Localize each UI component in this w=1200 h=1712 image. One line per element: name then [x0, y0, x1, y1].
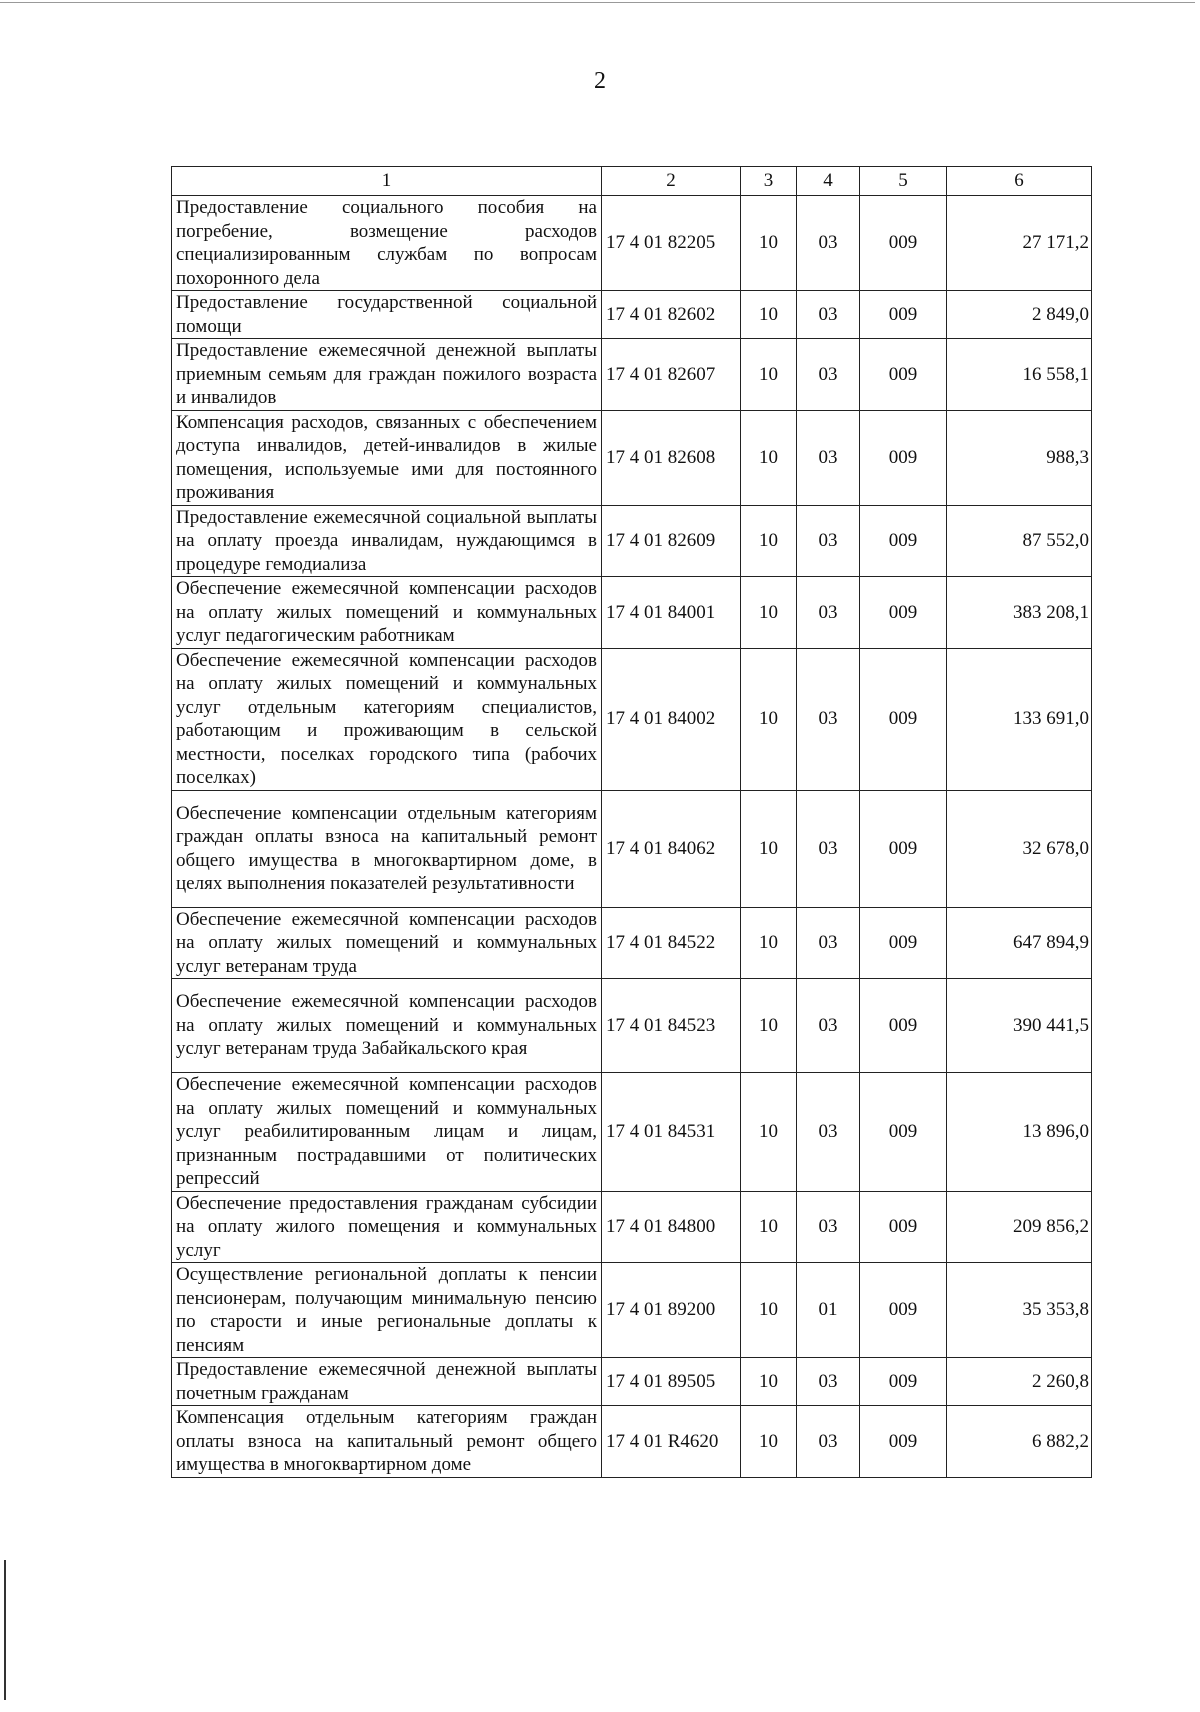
row-amount-cell: 27 171,2: [947, 196, 1092, 291]
row-subsection-cell: 03: [797, 291, 860, 339]
row-amount-cell: 647 894,9: [947, 907, 1092, 979]
table-row: [172, 648, 1092, 790]
row-name-cell: Предоставление ежемесячной денежной выплаты почетным гражданам: [172, 1358, 602, 1406]
table-row: [172, 1073, 1092, 1192]
row-subsection-cell: 01: [797, 1263, 860, 1358]
row-name-cell: Предоставление государственной социальной помощи: [172, 291, 602, 339]
row-group-cell: 009: [860, 1073, 947, 1192]
row-code-cell: 17 4 01 84522: [602, 907, 741, 979]
scan-margin-line-top: [0, 2, 1195, 3]
row-section-cell: 10: [741, 648, 797, 790]
row-amount-cell: 209 856,2: [947, 1191, 1092, 1263]
row-amount-cell: 13 896,0: [947, 1073, 1092, 1192]
row-amount-cell: 133 691,0: [947, 648, 1092, 790]
row-subsection-cell: 03: [797, 196, 860, 291]
page-number: 2: [594, 68, 606, 94]
row-group-cell: 009: [860, 907, 947, 979]
row-code-cell: 17 4 01 82602: [602, 291, 741, 339]
row-name-cell: Осуществление региональной доплаты к пенсии пенсионерам, получающим минимальную пенсию по старости и иные региональные доплаты к пенсиям: [172, 1263, 602, 1358]
row-group-cell: 009: [860, 790, 947, 907]
row-section-cell: 10: [741, 505, 797, 577]
row-section-cell: 10: [741, 196, 797, 291]
row-code-cell: 17 4 01 82608: [602, 410, 741, 505]
row-group-cell: 009: [860, 979, 947, 1073]
row-code-cell: 17 4 01 82609: [602, 505, 741, 577]
row-name-cell: Обеспечение ежемесячной компенсации расходов на оплату жилых помещений и коммунальных услуг отдельным категориям специалистов, работающим и проживающим в сельской местности, поселках городского типа (рабочих поселках): [172, 648, 602, 790]
row-group-cell: 009: [860, 1263, 947, 1358]
row-code-cell: 17 4 01 R4620: [602, 1406, 741, 1478]
row-section-cell: 10: [741, 907, 797, 979]
row-subsection-cell: 03: [797, 790, 860, 907]
row-group-cell: 009: [860, 577, 947, 649]
row-section-cell: 10: [741, 1358, 797, 1406]
column-header-1: 1: [172, 167, 602, 196]
row-group-cell: 009: [860, 196, 947, 291]
row-group-cell: 009: [860, 339, 947, 411]
row-group-cell: 009: [860, 1191, 947, 1263]
row-code-cell: 17 4 01 84800: [602, 1191, 741, 1263]
table-row: [172, 907, 1092, 979]
row-group-cell: 009: [860, 1406, 947, 1478]
table-row: [172, 577, 1092, 649]
row-amount-cell: 2 849,0: [947, 291, 1092, 339]
row-name-cell: Обеспечение компенсации отдельным категориям граждан оплаты взноса на капитальный ремонт общего имущества в многоквартирном доме, в целях выполнения показателей результативности: [172, 790, 602, 907]
row-name-cell: Предоставление социального пособия на погребение, возмещение расходов специализированным службам по вопросам похоронного дела: [172, 196, 602, 291]
row-amount-cell: 35 353,8: [947, 1263, 1092, 1358]
row-code-cell: 17 4 01 82205: [602, 196, 741, 291]
row-code-cell: 17 4 01 84062: [602, 790, 741, 907]
row-amount-cell: 383 208,1: [947, 577, 1092, 649]
row-code-cell: 17 4 01 84002: [602, 648, 741, 790]
row-group-cell: 009: [860, 291, 947, 339]
row-code-cell: 17 4 01 82607: [602, 339, 741, 411]
row-section-cell: 10: [741, 979, 797, 1073]
table-body: [172, 196, 1092, 1478]
table-row: [172, 790, 1092, 907]
column-header-6: 6: [947, 167, 1092, 196]
row-section-cell: 10: [741, 577, 797, 649]
row-section-cell: 10: [741, 339, 797, 411]
row-subsection-cell: 03: [797, 1191, 860, 1263]
row-amount-cell: 87 552,0: [947, 505, 1092, 577]
scan-margin-line-left: [4, 1560, 6, 1700]
row-name-cell: Компенсация отдельным категориям граждан оплаты взноса на капитальный ремонт общего имущества в многоквартирном доме: [172, 1406, 602, 1478]
row-code-cell: 17 4 01 84523: [602, 979, 741, 1073]
row-group-cell: 009: [860, 648, 947, 790]
row-amount-cell: 6 882,2: [947, 1406, 1092, 1478]
column-header-3: 3: [741, 167, 797, 196]
row-name-cell: Обеспечение предоставления гражданам субсидии на оплату жилого помещения и коммунальных услуг: [172, 1191, 602, 1263]
table-row: [172, 291, 1092, 339]
table-row: [172, 505, 1092, 577]
row-group-cell: 009: [860, 505, 947, 577]
row-section-cell: 10: [741, 1073, 797, 1192]
table-row: [172, 339, 1092, 411]
row-section-cell: 10: [741, 1263, 797, 1358]
row-subsection-cell: 03: [797, 339, 860, 411]
row-subsection-cell: 03: [797, 1406, 860, 1478]
row-section-cell: 10: [741, 291, 797, 339]
row-name-cell: Компенсация расходов, связанных с обеспечением доступа инвалидов, детей-инвалидов в жилые помещения, используемые ими для постоянного проживания: [172, 410, 602, 505]
row-section-cell: 10: [741, 790, 797, 907]
table-header-row: [172, 167, 1092, 196]
table-row: [172, 1406, 1092, 1478]
row-subsection-cell: 03: [797, 505, 860, 577]
row-group-cell: 009: [860, 410, 947, 505]
row-name-cell: Обеспечение ежемесячной компенсации расходов на оплату жилых помещений и коммунальных услуг ветеранам труда: [172, 907, 602, 979]
table-row: [172, 1191, 1092, 1263]
column-header-4: 4: [797, 167, 860, 196]
row-subsection-cell: 03: [797, 648, 860, 790]
row-subsection-cell: 03: [797, 1358, 860, 1406]
row-code-cell: 17 4 01 89200: [602, 1263, 741, 1358]
row-subsection-cell: 03: [797, 410, 860, 505]
row-name-cell: Обеспечение ежемесячной компенсации расходов на оплату жилых помещений и коммунальных услуг ветеранам труда Забайкальского края: [172, 979, 602, 1073]
table-row: [172, 1358, 1092, 1406]
budget-table: [171, 166, 1092, 1478]
table-row: [172, 979, 1092, 1073]
row-section-cell: 10: [741, 1191, 797, 1263]
table-row: [172, 196, 1092, 291]
row-name-cell: Обеспечение ежемесячной компенсации расходов на оплату жилых помещений и коммунальных услуг педагогическим работникам: [172, 577, 602, 649]
column-header-5: 5: [860, 167, 947, 196]
row-subsection-cell: 03: [797, 577, 860, 649]
row-code-cell: 17 4 01 84531: [602, 1073, 741, 1192]
row-section-cell: 10: [741, 410, 797, 505]
row-section-cell: 10: [741, 1406, 797, 1478]
table-row: [172, 1263, 1092, 1358]
row-name-cell: Обеспечение ежемесячной компенсации расходов на оплату жилых помещений и коммунальных услуг реабилитированным лицам и лицам, признанным пострадавшими от политических репрессий: [172, 1073, 602, 1192]
row-code-cell: 17 4 01 84001: [602, 577, 741, 649]
row-amount-cell: 988,3: [947, 410, 1092, 505]
row-subsection-cell: 03: [797, 1073, 860, 1192]
row-code-cell: 17 4 01 89505: [602, 1358, 741, 1406]
row-name-cell: Предоставление ежемесячной социальной выплаты на оплату проезда инвалидам, нуждающимся в процедуре гемодиализа: [172, 505, 602, 577]
row-amount-cell: 2 260,8: [947, 1358, 1092, 1406]
row-subsection-cell: 03: [797, 979, 860, 1073]
row-subsection-cell: 03: [797, 907, 860, 979]
column-header-2: 2: [602, 167, 741, 196]
row-amount-cell: 16 558,1: [947, 339, 1092, 411]
row-name-cell: Предоставление ежемесячной денежной выплаты приемным семьям для граждан пожилого возраста и инвалидов: [172, 339, 602, 411]
row-amount-cell: 390 441,5: [947, 979, 1092, 1073]
row-amount-cell: 32 678,0: [947, 790, 1092, 907]
table-row: [172, 410, 1092, 505]
row-group-cell: 009: [860, 1358, 947, 1406]
